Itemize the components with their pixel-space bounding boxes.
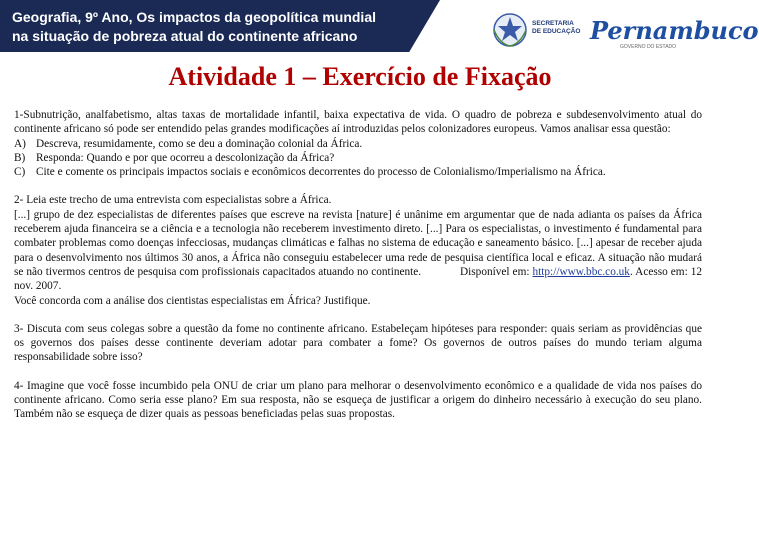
question-2-question: Você concorda com a análise dos cientistas especialistas em África? Justifique.	[14, 294, 371, 307]
government-logos	[490, 10, 759, 50]
header-title-line1: Geografia, 9º Ano, Os impactos da geopolítica mundial	[12, 9, 376, 25]
brand-logo: Pernambuco	[590, 16, 759, 45]
brand-subtitle: GOVERNO DO ESTADO	[620, 44, 677, 50]
question-2-source: Disponível em: http://www.bbc.co.uk. Acesso em: 12 nov. 2007.	[14, 265, 702, 293]
header-title-line2: na situação de pobreza atual do continente africano	[12, 28, 358, 44]
question-1-option-a: A) Descreva, resumidamente, como se deu a dominação colonial da África.	[14, 137, 363, 150]
question-1-option-b: B) Responda: Quando e por que ocorreu a descolonização da África?	[14, 151, 335, 164]
state-seal-icon	[490, 12, 530, 48]
exercise-content	[14, 108, 702, 422]
question-2-quote: [...] grupo de dez especialistas de diferentes países que escreve na revista [nature] é unânime em argumentar que de nada adianta os países da África receberem ajuda financeira se a ciência e a tecnologia não receberem investimento direto. [...] Para os especialistas, o investimento é fundamental para combater problemas como doenças infecciosas, mudanças climáticas e falhas no sistema de educação e saneamento básico. [...] apesar de receber ajuda para o desenvolvimento nos últimos 30 anos, a África não conseguiu estabelecer uma rede de pesquisa científica local e eficaz. A situação não mudará se não tivermos centros de pesquisa com profissionais capacitados atuando no continente. Disponível em: http://www.bbc.co.uk. Acesso em: 12 nov. 2007.	[14, 208, 702, 293]
bbc-link[interactable]: http://www.bbc.co.uk	[532, 265, 630, 278]
header-title	[12, 8, 412, 46]
secretaria-label: SECRETARIA DE EDUCAÇÃO	[532, 20, 581, 35]
question-4: 4- Imagine que você fosse incumbido pela ONU de criar um plano para melhorar o desenvolvimento econômico e a qualidade de vida nos países do continente africano. Como seria esse plano? Em sua resposta, não se esqueça de justificar a origem do dinheiro necessário à execução do seu plano. Também não se esqueça de dizer quais as pessoas beneficiadas pelas suas propostas.	[14, 379, 702, 421]
activity-title: Atividade 1 – Exercício de Fixação	[168, 62, 552, 91]
question-1-intro: 1-Subnutrição, analfabetismo, altas taxas de mortalidade infantil, baixa expectativa de vida. O quadro de pobreza e subdesenvolvimento atual do continente africano só pode ser entendido pelas grandes modificações aí introduzidas pelos colonizadores europeus. Vamos analisar essa questão:	[14, 109, 702, 136]
question-2-intro: 2- Leia este trecho de uma entrevista com especialistas sobre a África.	[14, 194, 332, 207]
header-band	[0, 0, 759, 58]
question-1-option-c: C) Cite e comente os principais impactos sociais e econômicos decorrentes do processo de Colonialismo/Imperialismo na África.	[14, 166, 606, 179]
question-3: 3- Discuta com seus colegas sobre a questão da fome no continente africano. Estabeleçam hipóteses para responder: quais seriam as providências que os governos dos países desse continente deveriam adotar para combater a fome? Os governos de outros países do mundo teriam alguma responsabilidade sobre isso?	[14, 322, 702, 364]
